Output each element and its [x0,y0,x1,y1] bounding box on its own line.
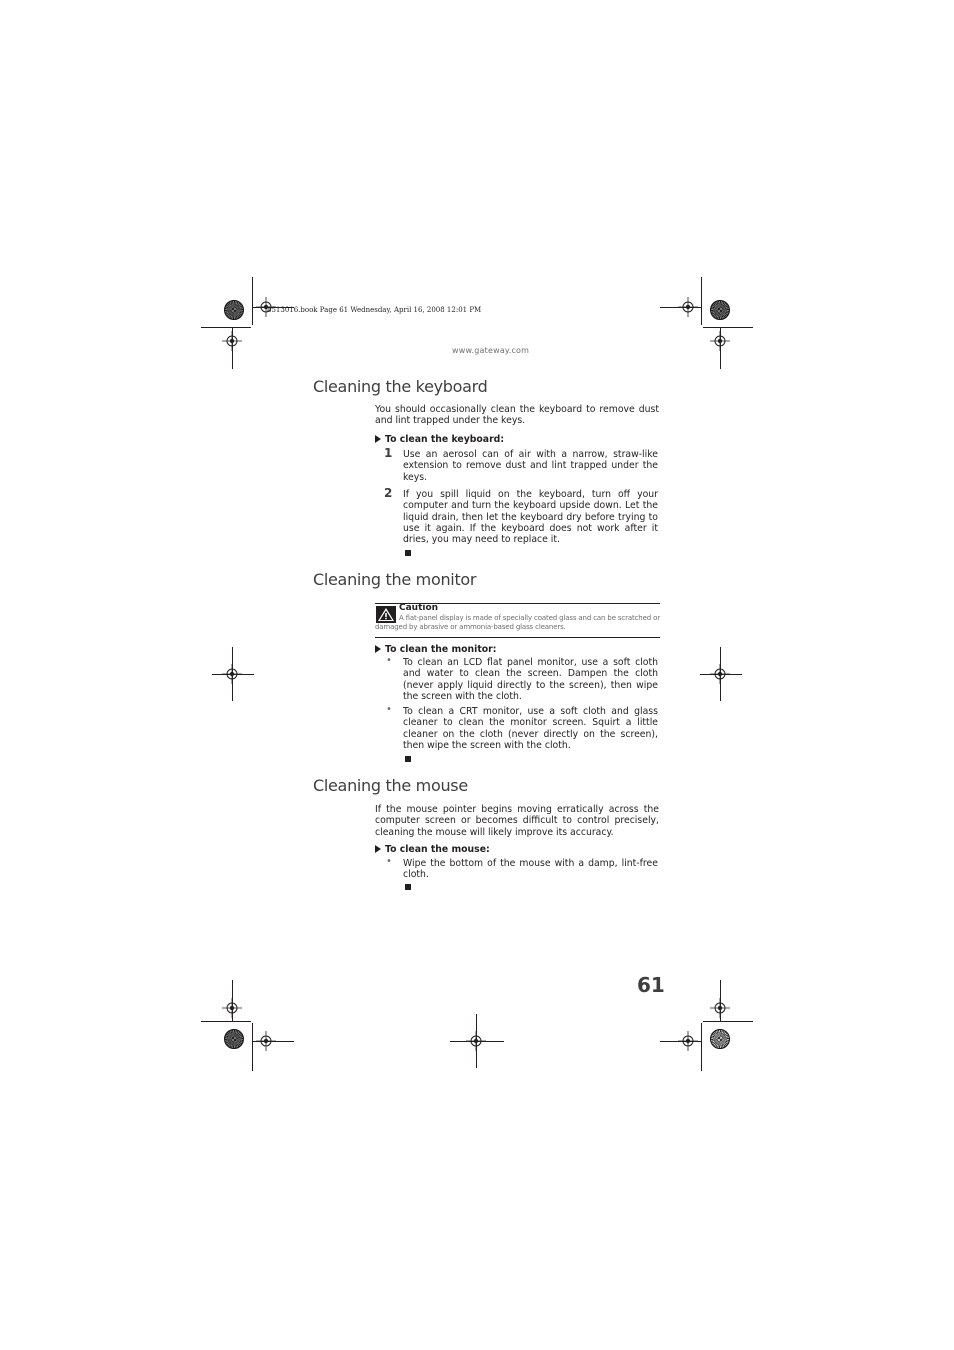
crop-mark [201,1021,251,1022]
procedure-heading-mouse [375,844,490,855]
color-bar-icon [710,1029,730,1049]
crop-mark [201,327,251,328]
crop-mark [701,277,702,325]
crop-mark [252,277,253,325]
section-title-keyboard: Cleaning the keyboard [313,377,488,396]
crop-mark [660,1041,702,1042]
crop-mark [701,1023,702,1071]
crop-mark [252,1023,253,1071]
bullet-icon: • [386,655,392,666]
crop-mark [232,327,233,369]
end-of-procedure-icon [405,884,411,890]
section-title-mouse: Cleaning the mouse [313,776,468,795]
crop-mark [700,674,742,675]
step-text: If you spill liquid on the keyboard, turn off your computer and turn the keyboard upside down. Let the liquid drain, then let the keyboard dry before trying to use it again. If the keyboard does not work after it dries, you may need to replace it. [403,489,658,546]
procedure-label: To clean the mouse: [385,844,490,855]
crop-mark [212,674,254,675]
caution-text [375,614,660,633]
caution-body-text: A flat-panel display is made of specially coated glass and can be scratched or damaged by abrasive or ammonia-based glass cleaners. [375,614,660,632]
keyboard-intro: You should occasionally clean the keyboard to remove dust and lint trapped under the keys. [375,404,659,427]
file-slug: 8513016.book Page 61 Wednesday, April 16, 2008 12:01 PM [267,306,482,314]
bullet-icon: • [386,856,392,867]
crop-mark [720,980,721,1022]
crop-mark [252,1041,294,1042]
crop-mark [232,980,233,1022]
end-of-procedure-icon [405,756,411,762]
section-title-monitor: Cleaning the monitor [313,570,477,589]
end-of-procedure-icon [405,550,411,556]
procedure-label: To clean the monitor: [385,644,497,655]
step-number: 1 [384,446,393,460]
step-number: 2 [384,486,393,500]
crop-mark [660,307,702,308]
caution-title: Caution [399,603,439,613]
bullet-icon: • [386,704,392,715]
bullet-text: Wipe the bottom of the mouse with a damp, lint-free cloth. [403,858,658,881]
mouse-intro: If the mouse pointer begins moving erratically across the computer screen or becomes difficult to control precisely, cleaning the mouse will likely improve its accuracy. [375,804,659,838]
procedure-heading-monitor [375,644,496,655]
procedure-arrow-icon [375,435,381,443]
crop-mark [720,327,721,369]
procedure-arrow-icon [375,845,381,853]
step-text: Use an aerosol can of air with a narrow, straw-like extension to remove dust and lint trapped under the keys. [403,449,658,483]
caution-box [375,603,660,638]
color-bar-icon [224,1029,244,1049]
procedure-label: To clean the keyboard: [385,434,505,445]
crop-mark [450,1041,504,1042]
bullet-text: To clean an LCD flat panel monitor, use a soft cloth and water to clean the screen. Dampen the cloth (never apply liquid directly to the screen), then wipe the screen with the cloth. [403,657,658,702]
bullet-text: To clean a CRT monitor, use a soft cloth and glass cleaner to clean the monitor screen. Squirt a little cleaner on the cloth (never directly on the screen), then wipe the screen with the cloth. [403,706,658,751]
color-bar-icon [224,300,244,320]
crop-mark [703,327,753,328]
page-number: 61 [637,973,665,997]
header-url: www.gateway.com [452,346,530,355]
crop-mark [703,1021,753,1022]
procedure-arrow-icon [375,645,381,653]
procedure-heading-keyboard [375,434,504,445]
color-bar-icon [710,300,730,320]
